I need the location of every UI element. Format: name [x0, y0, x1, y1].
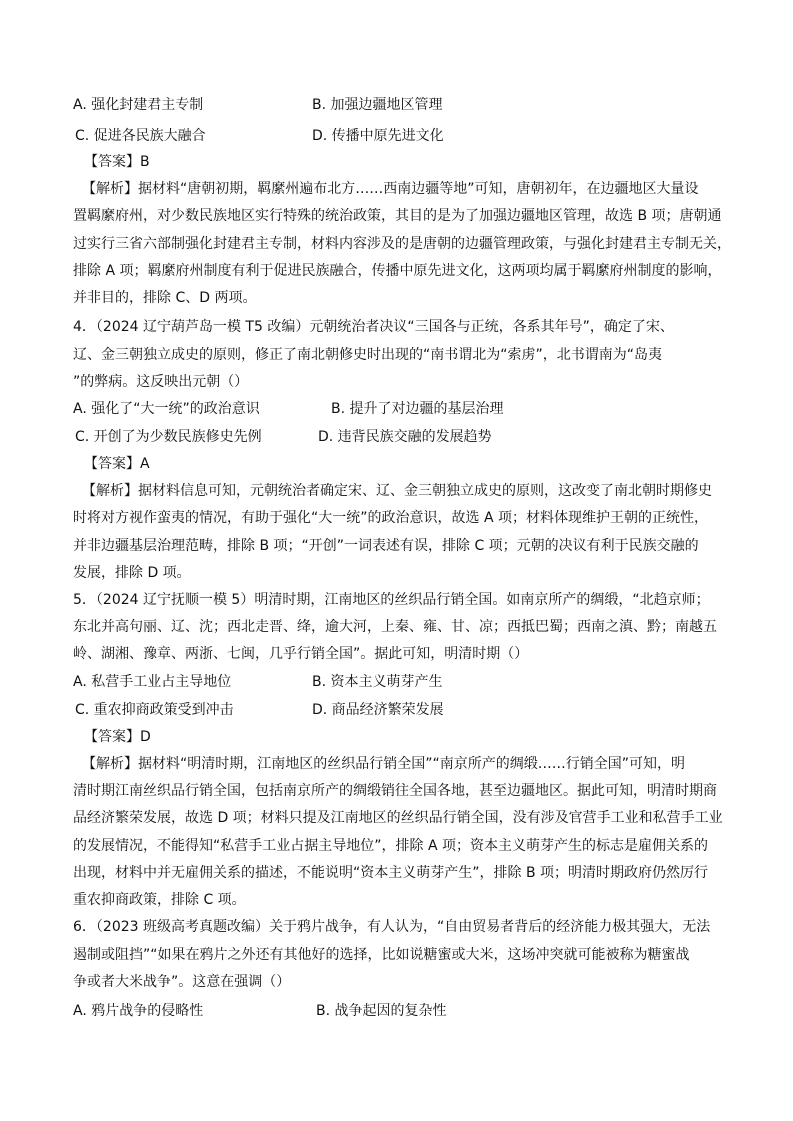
- q5-answer: 【答案】D: [84, 729, 151, 745]
- q5-stem-line: 东北并高句丽、辽、沈；西北走晋、绛，逾大河，上秦、雍、甘、凉；西抵巴蜀；西南之滇、黔；南越五: [73, 619, 717, 635]
- q3-analysis-line: 排除 A 项；羁縻府州制度有利于促进民族融合，传播中原先进文化，这两项均属于羁縻府州制度的影响，: [73, 263, 722, 279]
- q6-stem-line: 遏制或阻挡”“如果在鸦片之外还有其他好的选择，比如说糖蜜或大米，这场冲突就可能被称为糖蜜战: [73, 947, 690, 963]
- q3-analysis-line: 过实行三省六部制强化封建君主专制，材料内容涉及的是唐朝的边疆管理政策，与强化封建君主专制无关，: [73, 236, 731, 252]
- q5-analysis-line: 出现，材料中并无雇佣关系的描述，不能说明“资本主义萌芽产生”，排除 B 项；明清时期政府仍然厉行: [73, 865, 709, 881]
- q3-analysis-line: 并非目的，排除 C、D 两项。: [73, 290, 257, 306]
- q3-answer: 【答案】B: [84, 154, 150, 170]
- q5-stem-line: 岭、湖湘、豫章、两浙、七闽，几乎行销全国”。据此可知，明清时期（）: [73, 646, 529, 662]
- q4-analysis-line: 【解析】据材料信息可知，元朝统治者确定宋、辽、金三朝独立成史的原则，这改变了南北朝时期修史: [82, 483, 712, 499]
- q4-analysis-line: 并非边疆基层治理范畴，排除 B 项；“开创”一词表述有误，排除 C 项；元朝的决议有利于民族交融的: [73, 538, 699, 554]
- q6-option-a: A. 鸦片战争的侵略性: [73, 1003, 204, 1019]
- q5-option-c: C. 重农抑商政策受到冲击: [75, 702, 234, 718]
- q5-analysis-line: 重农抑商政策，排除 C 项。: [73, 892, 246, 908]
- q6-stem-line: 6．（2023 班级高考真题改编）关于鸦片战争，有人认为，“自由贸易者背后的经济能力极其强大，无法: [73, 919, 711, 935]
- q5-analysis-line: 的发展情况，不能得知“私营手工业占据主导地位”，排除 A 项；资本主义萌芽产生的标志是雇佣关系的: [73, 838, 708, 854]
- q3-option-d: D. 传播中原先进文化: [312, 128, 444, 144]
- q4-answer: 【答案】A: [84, 456, 150, 472]
- q3-analysis-line: 【解析】据材料“唐朝初期，羁縻州遍布北方……西南边疆等地”可知，唐朝初年，在边疆地区大量设: [82, 181, 699, 197]
- q4-option-b: B. 提升了对边疆的基层治理: [331, 401, 504, 417]
- q4-option-c: C. 开创了为少数民族修史先例: [75, 429, 262, 445]
- q5-option-d: D. 商品经济繁荣发展: [312, 702, 444, 718]
- q3-option-b: B. 加强边疆地区管理: [312, 97, 443, 113]
- q4-analysis-line: 发展，排除 D 项。: [73, 565, 191, 581]
- q6-option-b: B. 战争起因的复杂性: [316, 1003, 447, 1019]
- q4-analysis-line: 时将对方视作蛮夷的情况，有助于强化“大一统”的政治意识，故选 A 项；材料体现维护王朝的正统性，: [73, 510, 708, 526]
- q5-analysis-line: 【解析】据材料“明清时期，江南地区的丝织品行销全国”“南京所产的绸缎……行销全国”可知，明: [82, 756, 686, 772]
- q6-stem-line: 争或者大米战争”。这意在强调（）: [73, 974, 291, 990]
- q4-stem-line: ”的弊病。这反映出元朝（）: [73, 374, 249, 390]
- q3-analysis-line: 置羁縻府州，对少数民族地区实行特殊的统治政策，其目的是为了加强边疆地区管理，故选 B 项；唐朝通: [73, 208, 722, 224]
- q3-option-c: C. 促进各民族大融合: [75, 128, 206, 144]
- q4-stem-line: 辽、金三朝独立成史的原则，修正了南北朝修史时出现的“南书谓北为“索虏”，北书谓南为“岛夷: [73, 347, 663, 363]
- q5-analysis-line: 清时期江南丝织品行销全国，包括南京所产的绸缎销往全国各地，甚至边疆地区。据此可知，明清时期商: [73, 783, 717, 799]
- q5-option-a: A. 私营手工业占主导地位: [73, 674, 232, 690]
- q4-option-d: D. 违背民族交融的发展趋势: [318, 429, 492, 445]
- q4-option-a: A. 强化了“大一统”的政治意识: [73, 401, 260, 417]
- q4-stem-line: 4．（2024 辽宁葫芦岛一模 T5 改编）元朝统治者决议“三国各与正统，各系其年号”，确定了宋、: [73, 319, 674, 335]
- q5-analysis-line: 品经济繁荣发展，故选 D 项；材料只提及江南地区的丝织品行销全国，没有涉及官营手工业和私营手工业: [73, 810, 723, 826]
- q3-option-a: A. 强化封建君主专制: [73, 97, 204, 113]
- q5-stem-line: 5．（2024 辽宁抚顺一模 5）明清时期，江南地区的丝织品行销全国。如南京所产的绸缎，“北趋京师；: [73, 592, 710, 608]
- q5-option-b: B. 资本主义萌芽产生: [312, 674, 443, 690]
